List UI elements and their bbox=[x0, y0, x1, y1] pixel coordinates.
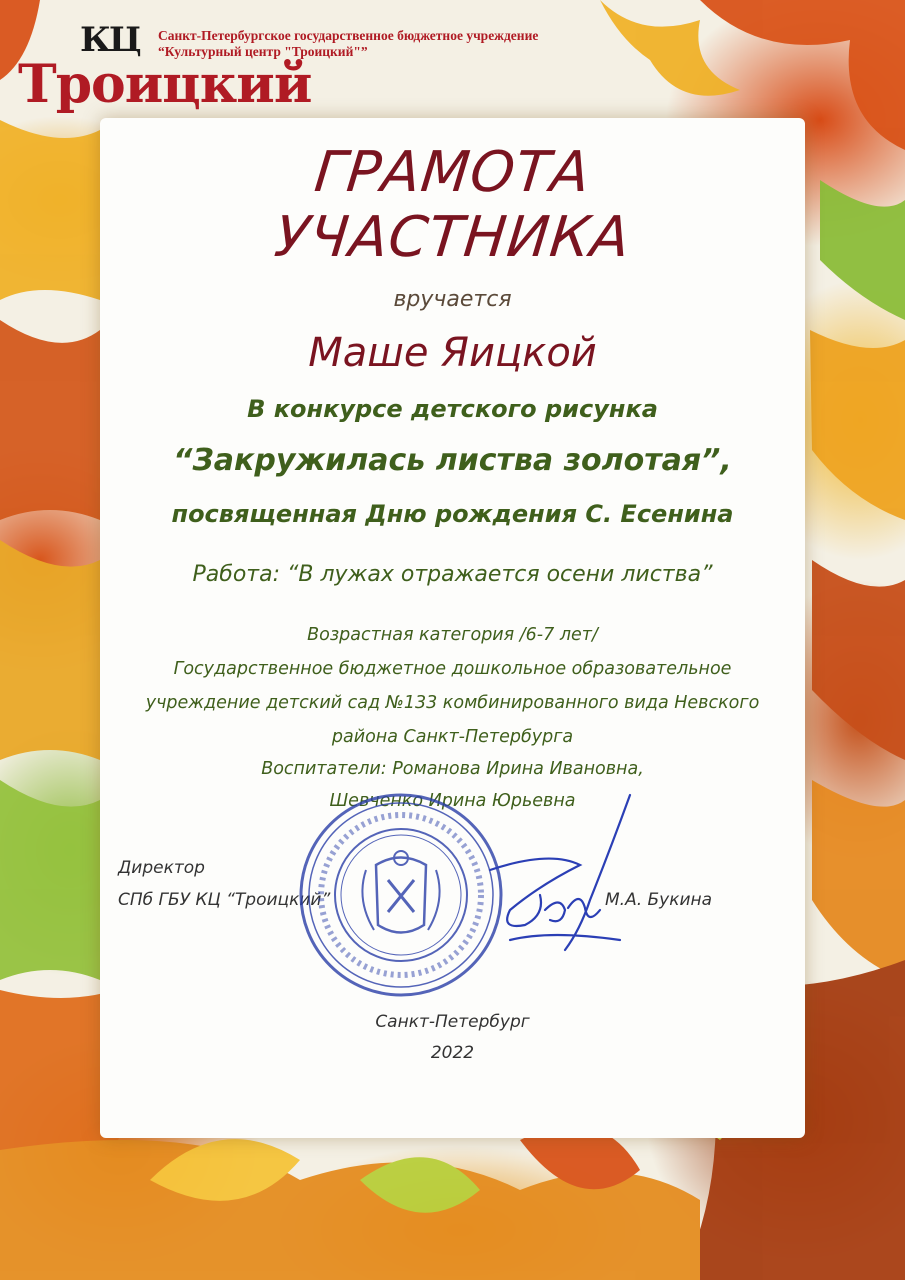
logo-name: Троицкий bbox=[18, 54, 312, 115]
certificate-title-line-2: УЧАСТНИКА bbox=[271, 205, 634, 270]
footer-city: Санкт-Петербург bbox=[375, 1012, 530, 1032]
contest-line: В конкурсе детского рисунка bbox=[247, 395, 658, 423]
director-position-line-1: Директор bbox=[118, 858, 205, 878]
institution-line-3: района Санкт-Петербурга bbox=[331, 727, 574, 747]
director-position-line-2: СПб ГБУ КЦ “Троицкий” bbox=[118, 890, 331, 910]
director-signature-icon bbox=[470, 790, 640, 980]
organization-line-1: Санкт-Петербургское государственное бюджетное учреждение bbox=[158, 28, 539, 43]
logo-letters: КЦ bbox=[80, 20, 140, 60]
certificate-title-line-1: ГРАМОТА bbox=[311, 140, 594, 205]
recipient-name: Маше Яицкой bbox=[308, 330, 597, 376]
institution-line-1: Государственное бюджетное дошкольное образовательное bbox=[173, 659, 732, 679]
contest-dedication: посвященная Дню рождения С. Есенина bbox=[171, 500, 734, 528]
organization-logo bbox=[18, 14, 618, 124]
work-title: Работа: “В лужах отражается осени листва” bbox=[192, 562, 713, 587]
organization-line-2: “Культурный центр "Троицкий"” bbox=[158, 44, 368, 59]
awarded-label: вручается bbox=[393, 287, 512, 312]
teachers-line-2: Шевченко Ирина Юрьевна bbox=[329, 791, 576, 811]
signer-name: М.А. Букина bbox=[605, 890, 713, 910]
institution-line-2: учреждение детский сад №133 комбинированного вида Невского bbox=[145, 693, 760, 713]
teachers-line-1: Воспитатели: Романова Ирина Ивановна, bbox=[261, 759, 644, 779]
contest-name: “Закружилась листва золотая”, bbox=[173, 443, 732, 478]
footer-year: 2022 bbox=[430, 1043, 475, 1063]
age-category: Возрастная категория /6-7 лет/ bbox=[307, 625, 598, 645]
